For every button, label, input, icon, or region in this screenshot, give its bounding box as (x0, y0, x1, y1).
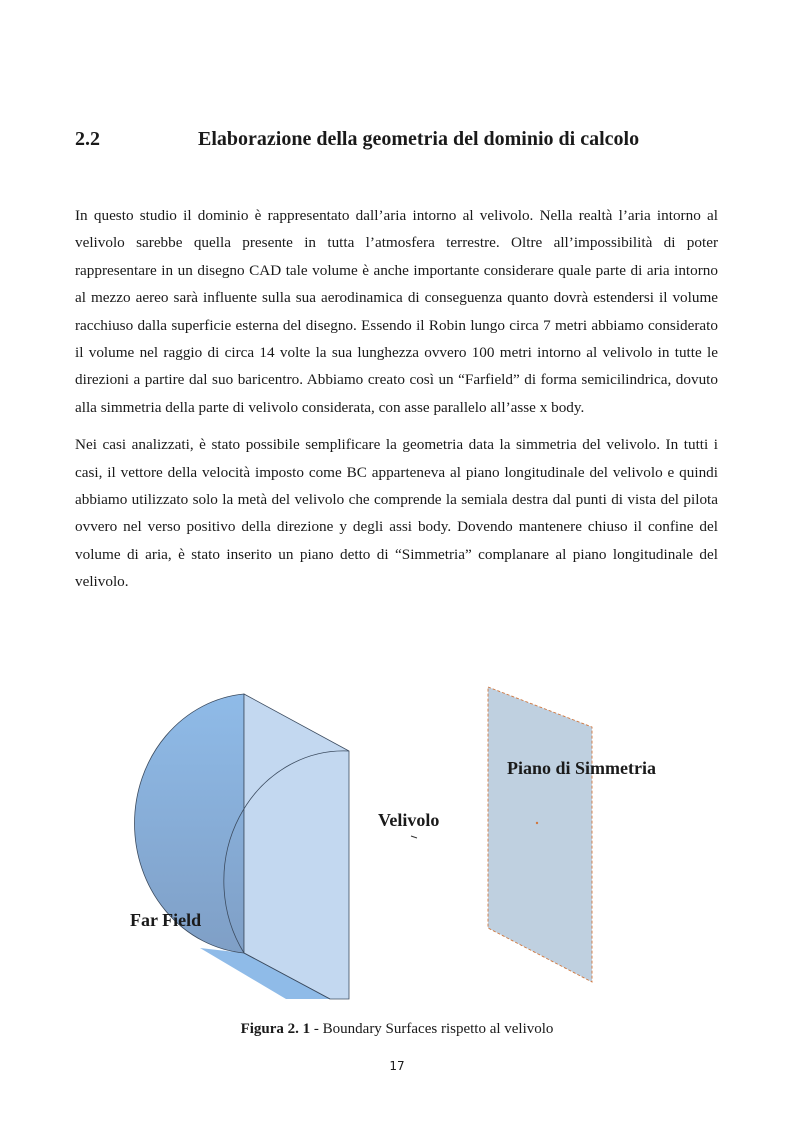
caption-label: Figura 2. 1 (240, 1021, 311, 1037)
velivolo-mark (411, 836, 417, 838)
far-field-label: Far Field (130, 910, 202, 930)
paragraph-2: Nei casi analizzati, è stato possibile semplificare la geometria data la simmetria del velivolo. In tutti i casi, il vettore della velocità imposto come BC apparteneva al piano longitudinale del velivolo e quindi abbiamo utilizzato solo la metà del velivolo che comprende la semiala destra dal punti di vista del pilota ovvero nel verso positivo della direzione y degli assi body. Dovendo mantenere chiuso il confine del volume di aria, è stato inserito un piano detto di “Simmetria” complanare al piano longitudinale del velivolo. (75, 436, 718, 591)
figure-boundary-surfaces (120, 680, 700, 1005)
section-number: 2.2 (75, 128, 100, 150)
symmetry-plane-label: Piano di Simmetria (507, 758, 656, 778)
body-text (75, 202, 718, 606)
velivolo-label: Velivolo (378, 810, 440, 830)
paragraph-1: In questo studio il dominio è rappresentato dall’aria intorno al velivolo. Nella realtà l’aria intorno al velivolo sarebbe quella presente in tutta l’atmosfera terrestre. Oltre all’impossibilità di poter rappresentare in un disegno CAD tale volume è anche importante considerare quale parte di aria intorno al mezzo aereo sarà influente sulla sua aerodinamica di conseguenza quanto dovrà estendersi il volume racchiuso dalla superficie esterna del disegno. Essendo il Robin lungo circa 7 metri abbiamo considerato il volume nel raggio di circa 14 volte la sua lunghezza ovvero 100 metri intorno al velivolo in tutte le direzioni a partire dal suo baricentro. Abbiamo creato così un “Farfield” di forma semicilindrica, dovuto alla simmetria della parte di velivolo considerata, con asse parallelo all’asse x body. (75, 207, 718, 416)
figure-drawing (120, 680, 700, 1005)
section-heading (75, 128, 720, 158)
page-number: 17 (389, 1059, 405, 1073)
symmetry-plane (488, 687, 592, 982)
far-field-front-face (244, 694, 349, 999)
plane-origin-dot (536, 822, 538, 824)
figure-caption (0, 1021, 794, 1038)
caption-text: - Boundary Surfaces rispetto al velivolo (310, 1021, 554, 1037)
section-title: Elaborazione della geometria del dominio di calcolo (198, 128, 640, 150)
